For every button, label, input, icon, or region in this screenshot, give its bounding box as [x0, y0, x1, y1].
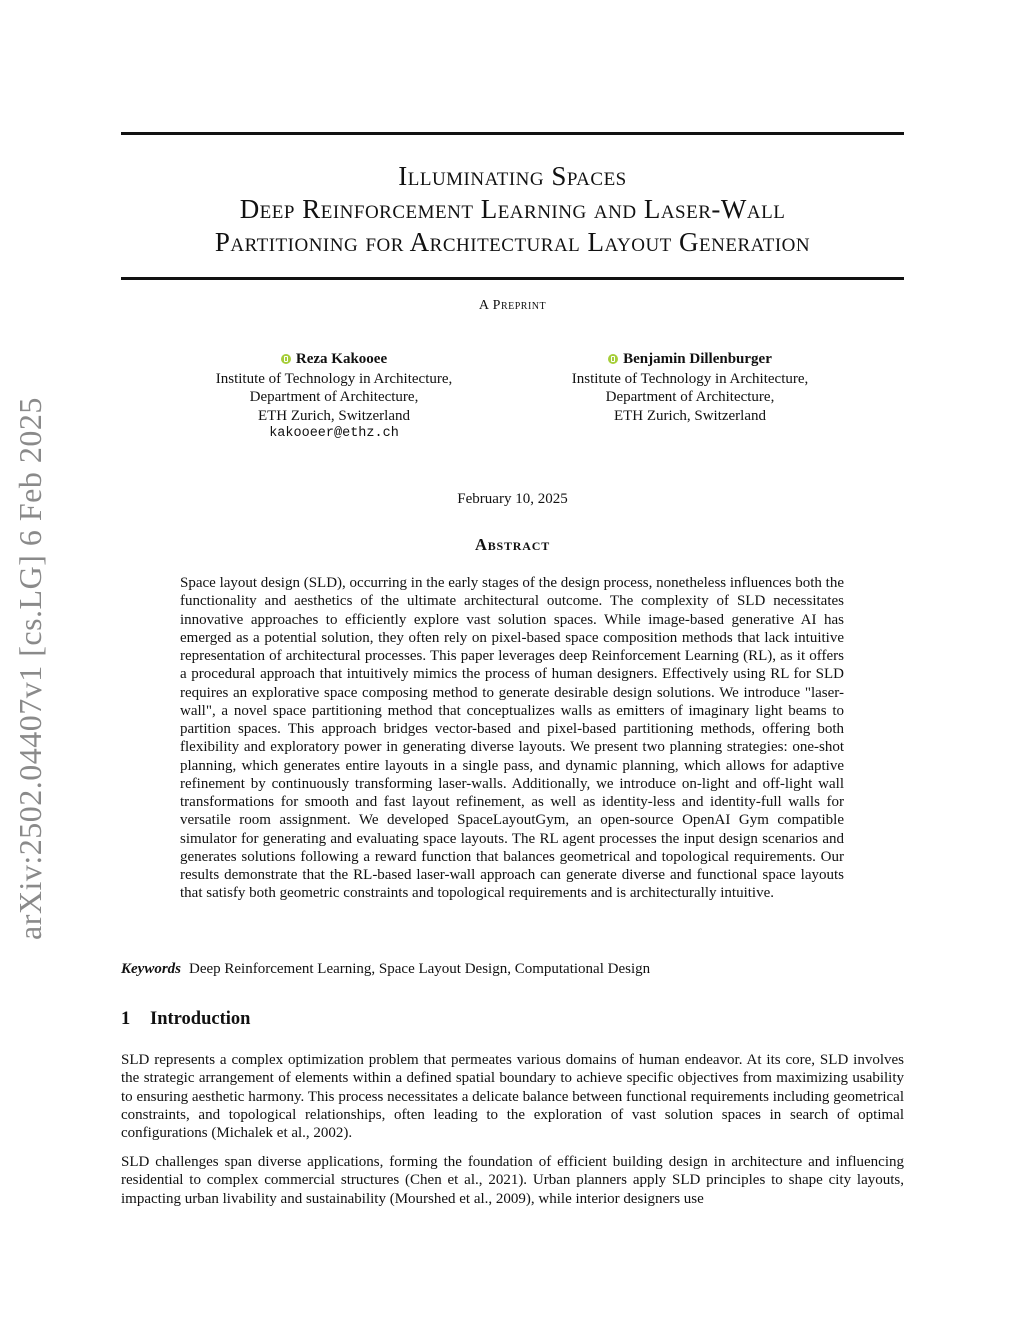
author-location: ETH Zurich, Switzerland — [613, 407, 767, 424]
author-location: ETH Zurich, Switzerland — [257, 407, 411, 424]
author-block-1 — [184, 350, 484, 444]
title-line-2: Deep Reinforcement Learning and Laser-Wall — [239, 194, 786, 224]
title-bottom-rule — [121, 277, 904, 280]
intro-paragraph-2: SLD challenges span diverse applications, forming the foundation of efficient building design in architecture and influencing residential to complex commercial structures (Chen et al., 2021). Urban planners apply SLD principles to shape city layouts, impacting urban livability and sustainability (Mourshed et al., 2009), while interior designers use — [121, 1154, 904, 1207]
abstract-text: Space layout design (SLD), occurring in the early stages of the design process, nonetheless influences both the functionality and aesthetics of the ultimate architectural outcome. The complexity of SLD necessitates innovative approaches to efficiently explore vast solution spaces. While image-based generative AI has emerged as a potential solution, they often rely on pixel-based space composition methods that lack intuitive representation of architectural processes. This paper leverages deep Reinforcement Learning (RL), as it offers a procedural approach that intuitively mimics the process of human designers. Effectively using RL for SLD requires an explorative space composing method to generate desirable design solutions. We introduce "laser-wall", a novel space partitioning method that conceptualizes walls as emitters of imaginary light beams to partition spaces. This approach bridges vector-based and pixel-based partitioning methods, offering both flexibility and exploratory power in generating diverse layouts. We present two planning strategies: one-shot planning, which generates entire layouts in a single pass, and dynamic planning, which allows for adaptive refinement by continuously transforming laser-walls. Additionally, we introduce on-light and off-light wall transformations for smooth and fast layout refinement, as well as identity-less and identity-full walls for versatile room assignment. We developed SpaceLayoutGym, an open-source OpenAI Gym compatible simulator for generating and evaluating space layouts. The RL agent processes the input design scenarios and generates solutions following a reward function that balances geometrical and topological requirements. Our results demonstrate that the RL-based laser-wall approach can generate diverse and functional space layouts that satisfy both geometric constraints and topological requirements and is architecturally intuitive. — [180, 575, 844, 902]
orcid-icon[interactable] — [608, 354, 618, 364]
keywords-label: Keywords — [121, 961, 181, 977]
author-department: Department of Architecture, — [249, 389, 419, 406]
orcid-icon[interactable] — [281, 354, 291, 364]
author-email[interactable]: kakooeer@ethz.ch — [269, 426, 399, 442]
author-name-line — [281, 350, 387, 369]
author-affiliation: Institute of Technology in Architecture, — [571, 370, 809, 387]
author-name-line — [608, 350, 772, 369]
keywords-line — [121, 961, 904, 978]
keywords-text: Deep Reinforcement Learning, Space Layout Design, Computational Design — [189, 961, 651, 977]
title-line-1: Illuminating Spaces — [398, 161, 627, 191]
author-affiliation: Institute of Technology in Architecture, — [215, 370, 453, 387]
abstract-heading: Abstract — [475, 535, 550, 554]
title-top-rule — [121, 132, 904, 135]
author-name: Reza Kakooee — [295, 351, 388, 367]
arxiv-identifier-stamp: arXiv:2502.04407v1 [cs.LG] 6 Feb 2025 — [12, 397, 48, 940]
author-name: Benjamin Dillenburger — [623, 351, 772, 367]
paper-title — [121, 160, 904, 259]
intro-paragraph-1: SLD represents a complex optimization problem that permeates various domains of human endeavor. At its core, SLD involves the strategic arrangement of elements within a defined spatial boundary to achieve specific objectives from maximizing usability to ensuring aesthetic harmony. This process necessitates a delicate balance between functional requirements including geometrical constraints, and topological relationships, often leading to the exploration of vast solution spaces in search of optimal configurations (Michalek et al., 2002). — [121, 1052, 904, 1141]
section-heading-introduction — [121, 1009, 250, 1030]
section-title: Introduction — [150, 1009, 251, 1029]
publication-date: February 10, 2025 — [457, 491, 568, 507]
section-number: 1 — [121, 1009, 131, 1029]
title-line-3: Partitioning for Architectural Layout Generation — [214, 227, 811, 257]
preprint-label: A Preprint — [478, 298, 547, 313]
author-block-2 — [540, 350, 840, 425]
author-department: Department of Architecture, — [605, 389, 775, 406]
